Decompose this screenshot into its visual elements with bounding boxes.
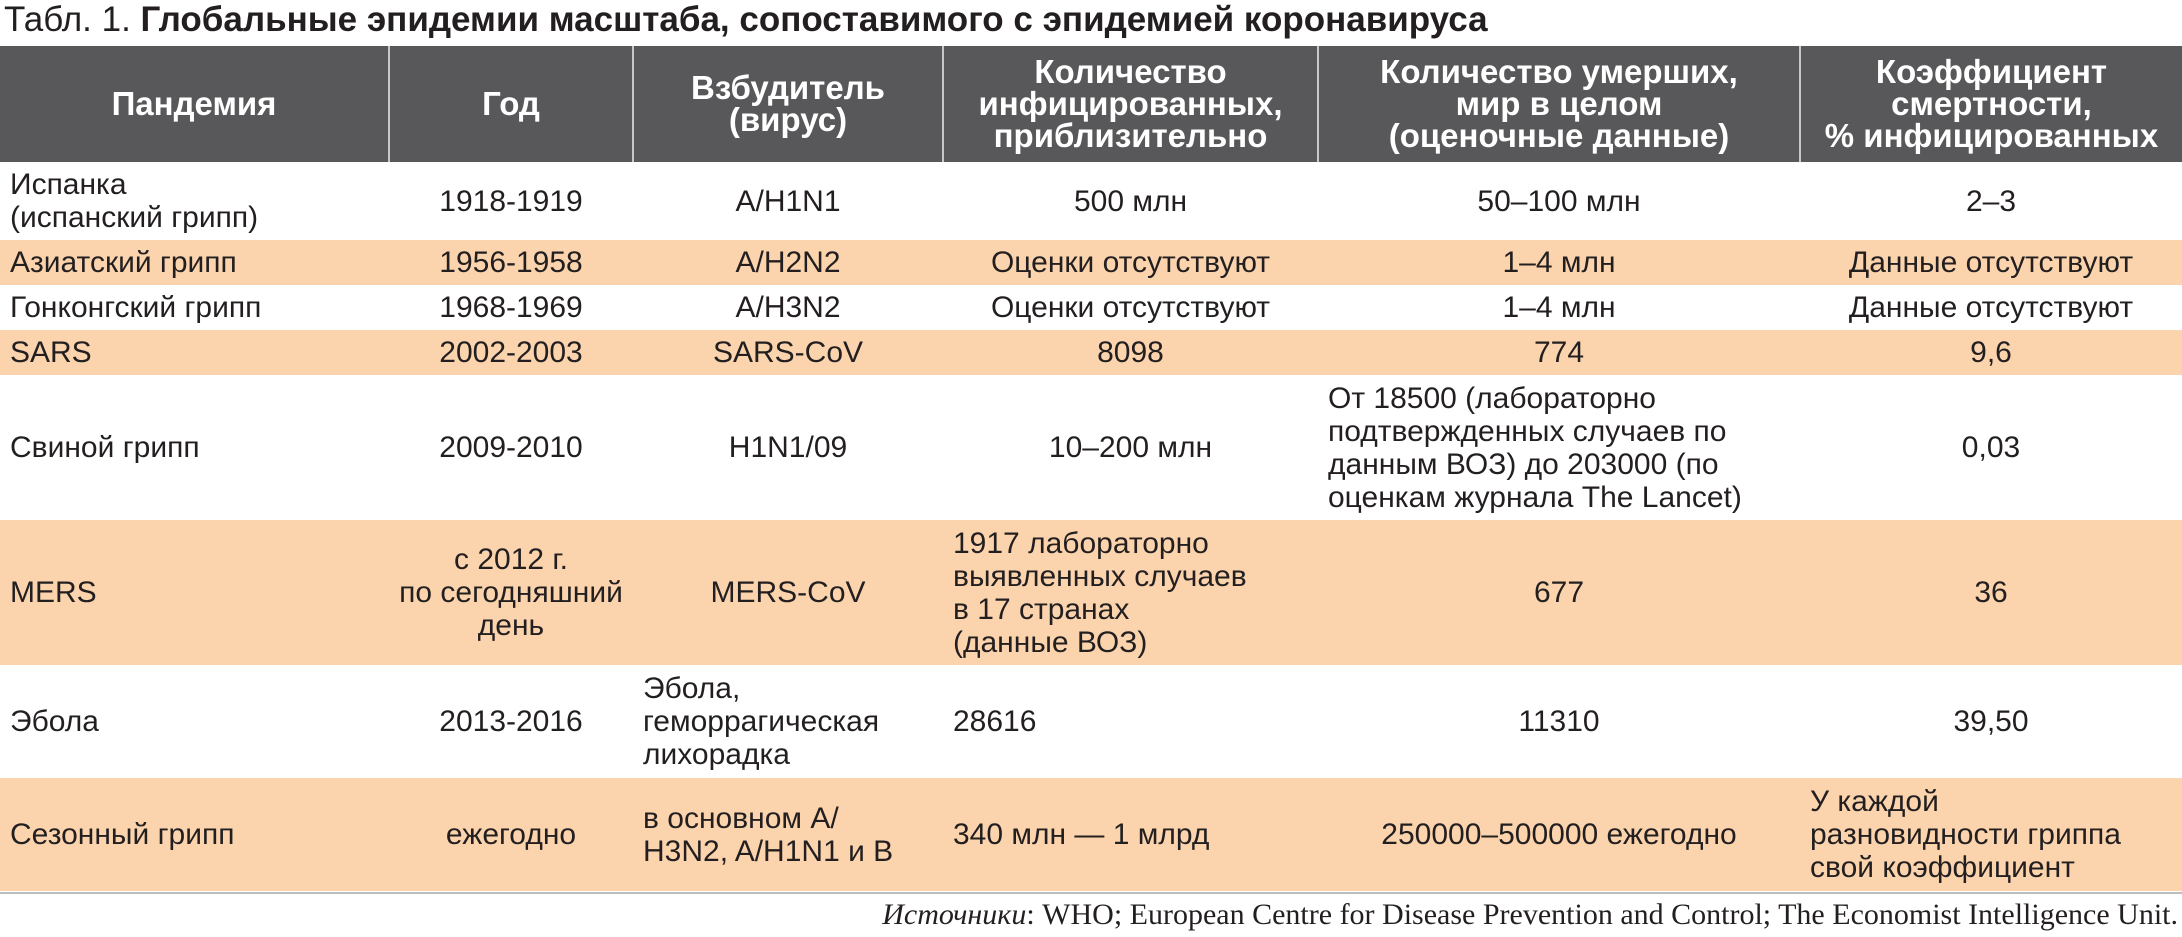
cell-year: с 2012 г. по сегодняшний день [389,520,633,665]
cell-pandemic: Сезонный грипп [0,778,389,891]
table-title [4,0,1488,44]
cell-deaths: От 18500 (лабораторно подтвержденных случаев по данным ВОЗ) до 203000 (по оценкам журнала The Lancet) [1318,375,1800,520]
cell-infected: Оценки отсутствуют [943,240,1318,285]
cell-pathogen: в основном A/ H3N2, A/H1N1 и B [633,778,943,891]
cell-deaths: 1–4 млн [1318,285,1800,330]
cell-pathogen: Эбола, геморрагическая лихорадка [633,665,943,778]
table-row [0,285,2182,330]
cell-mortality-rate: 0,03 [1800,375,2182,520]
table-caption: Глобальные эпидемии масштаба, сопоставимого с эпидемией коронавируса [140,0,1488,39]
cell-pandemic: Свиной грипп [0,375,389,520]
header-year: Год [389,46,633,162]
cell-mortality-rate: Данные отсутствуют [1800,285,2182,330]
cell-year: 1956-1958 [389,240,633,285]
cell-pathogen: A/H3N2 [633,285,943,330]
cell-infected: 8098 [943,330,1318,375]
cell-mortality-rate: 2–3 [1800,162,2182,240]
header-pandemic: Пандемия [0,46,389,162]
table-bottom-rule [0,892,2182,894]
pandemics-table [0,46,2182,891]
cell-mortality-rate: 36 [1800,520,2182,665]
cell-pandemic: SARS [0,330,389,375]
header-infected: Количество инфицированных, приблизительно [943,46,1318,162]
cell-year: 2013-2016 [389,665,633,778]
header-pathogen: Взбудитель (вирус) [633,46,943,162]
cell-year: 2002-2003 [389,330,633,375]
cell-deaths: 50–100 млн [1318,162,1800,240]
table-row [0,330,2182,375]
cell-mortality-rate: Данные отсутствуют [1800,240,2182,285]
cell-mortality-rate: У каждой разновидности гриппа свой коэффициент [1800,778,2182,891]
cell-pathogen: A/H2N2 [633,240,943,285]
cell-mortality-rate: 39,50 [1800,665,2182,778]
cell-pathogen: H1N1/09 [633,375,943,520]
cell-deaths: 250000–500000 ежегодно [1318,778,1800,891]
sources-note [882,898,2178,932]
table-row [0,240,2182,285]
cell-year: 2009-2010 [389,375,633,520]
cell-deaths: 11310 [1318,665,1800,778]
table-number: Табл. 1. [4,0,131,39]
table-row [0,778,2182,891]
cell-pandemic: Гонконгский грипп [0,285,389,330]
cell-infected: Оценки отсутствуют [943,285,1318,330]
cell-pandemic: Эбола [0,665,389,778]
cell-year: 1918-1919 [389,162,633,240]
table-row [0,665,2182,778]
header-row [0,46,2182,162]
table-row [0,162,2182,240]
cell-deaths: 677 [1318,520,1800,665]
sources-text: : WHO; European Centre for Disease Prevention and Control; The Economist Intelligence Unit. [1026,898,2178,931]
cell-infected: 1917 лабораторно выявленных случаев в 17 странах (данные ВОЗ) [943,520,1318,665]
sources-label: Источники [882,898,1027,931]
table-row [0,375,2182,520]
cell-pandemic: Азиатский грипп [0,240,389,285]
cell-infected: 500 млн [943,162,1318,240]
cell-pathogen: MERS-CoV [633,520,943,665]
cell-deaths: 1–4 млн [1318,240,1800,285]
cell-pandemic: MERS [0,520,389,665]
table-row [0,520,2182,665]
cell-deaths: 774 [1318,330,1800,375]
cell-infected: 340 млн — 1 млрд [943,778,1318,891]
cell-mortality-rate: 9,6 [1800,330,2182,375]
cell-infected: 28616 [943,665,1318,778]
cell-infected: 10–200 млн [943,375,1318,520]
cell-pandemic: Испанка (испанский грипп) [0,162,389,240]
cell-year: ежегодно [389,778,633,891]
cell-year: 1968-1969 [389,285,633,330]
header-mortality-rate: Коэффициент смертности, % инфицированных [1800,46,2182,162]
header-deaths: Количество умерших, мир в целом (оценочные данные) [1318,46,1800,162]
cell-pathogen: SARS-CoV [633,330,943,375]
cell-pathogen: A/H1N1 [633,162,943,240]
